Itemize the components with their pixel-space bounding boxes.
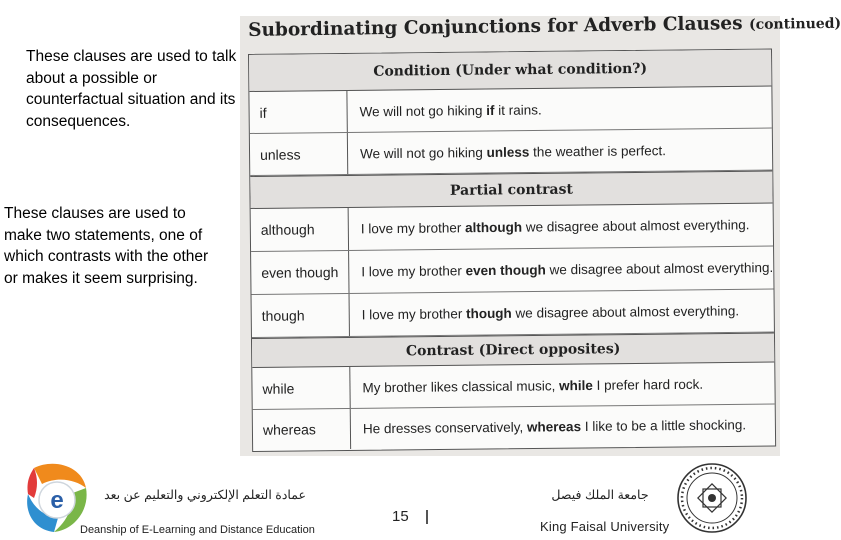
table-row	[253, 405, 775, 450]
conjunction-term: although	[260, 221, 315, 238]
conjunction-term: though	[261, 307, 305, 324]
example-sentence: I love my brother though we disagree about almost everything.	[361, 303, 740, 323]
section-heading-text: Condition (Under what condition?)	[373, 60, 648, 80]
highlighted-conjunction: unless	[486, 144, 530, 160]
table-row	[250, 129, 772, 176]
page-divider	[426, 510, 428, 524]
scanned-table-image	[240, 13, 841, 456]
section-heading-condition	[249, 50, 771, 92]
slide-footer	[0, 460, 780, 540]
contrast-note: These clauses are used to make two statements, one of which contrasts with the other or makes it seem surprising.	[4, 205, 209, 287]
scan-title-suffix: (continued)	[748, 15, 841, 34]
section-heading-text: Contrast (Direct opposites)	[405, 341, 621, 360]
highlighted-conjunction: whereas	[526, 419, 582, 435]
example-sentence: We will not go hiking unless the weather is perfect.	[359, 142, 667, 161]
scan-title	[248, 12, 841, 41]
conjunction-term: unless	[259, 145, 301, 163]
section-heading-text: Partial contrast	[449, 181, 573, 199]
conjunction-term: whereas	[262, 421, 316, 438]
deanship-english: Deanship of E-Learning and Distance Education	[80, 524, 315, 536]
example-sentence: I love my brother even though we disagree about almost everything.	[361, 260, 774, 280]
highlighted-conjunction: even though	[465, 262, 546, 279]
example-sentence: He dresses conservatively, whereas I like to be a little shocking.	[362, 417, 747, 437]
table-row	[251, 204, 773, 252]
conjunction-term: even though	[261, 264, 339, 281]
example-sentence: My brother likes classical music, while I prefer hard rock.	[362, 376, 704, 395]
logo-letter: e	[50, 487, 64, 514]
condition-note: These clauses are used to talk about a possible or counterfactual situation and its consequences.	[26, 48, 237, 130]
section-heading-partial-contrast	[250, 171, 772, 209]
table-row	[252, 290, 774, 338]
conjunctions-table	[248, 49, 776, 452]
example-sentence: I love my brother although we disagree about almost everything.	[360, 217, 750, 237]
university-arabic: جامعة الملك فيصل	[551, 488, 649, 502]
highlighted-conjunction: while	[558, 377, 593, 393]
highlighted-conjunction: although	[465, 219, 523, 236]
deanship-arabic: عمادة التعلم الإلكتروني والتعليم عن بعد	[104, 488, 306, 502]
highlighted-conjunction: though	[465, 305, 512, 322]
highlighted-conjunction: if	[486, 102, 495, 118]
conjunction-term: if	[259, 104, 267, 121]
page-number: 15	[392, 508, 409, 525]
table-row	[249, 87, 771, 134]
university-english: King Faisal University	[540, 519, 670, 534]
scan-title-main: Subordinating Conjunctions for Adverb Clauses	[248, 13, 743, 41]
table-row	[251, 247, 773, 295]
university-seal-icon	[676, 462, 748, 534]
example-sentence: We will not go hiking if it rains.	[359, 101, 542, 119]
table-row	[252, 363, 774, 410]
conjunction-term: while	[262, 380, 295, 397]
